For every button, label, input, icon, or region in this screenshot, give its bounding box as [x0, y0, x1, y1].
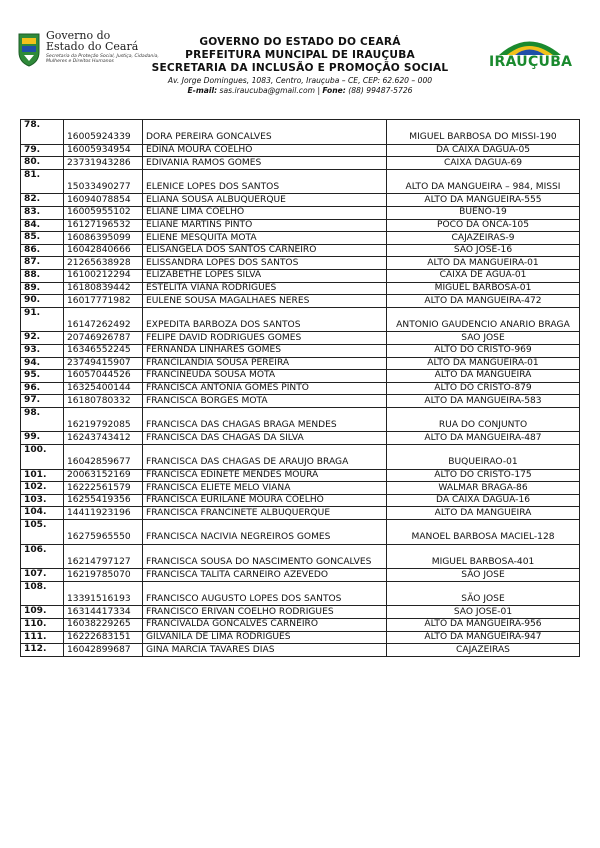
address-cell: MANOEL BARBOSA MACIEL-128 [387, 520, 580, 545]
email-value: sas.iraucuba@gmail.com [219, 86, 316, 95]
table-row [21, 357, 580, 370]
table-row [21, 194, 580, 207]
person-name: FRANCISCA SOUSA DO NASCIMENTO GONCALVES [143, 544, 387, 569]
person-name: FRANCISCA ANTONIA GOMES PINTO [143, 382, 387, 395]
row-number: 90. [21, 295, 64, 308]
table-row [21, 569, 580, 582]
person-name: EULENE SOUSA MAGALHAES NERES [143, 295, 387, 308]
address-cell: MIGUEL BARBOSA-01 [387, 282, 580, 295]
address-cell: ALTO DA MANGUEIRA-956 [387, 619, 580, 632]
nis-code: 16127196532 [64, 219, 143, 232]
state-crest-icon [16, 30, 42, 68]
header-text [140, 36, 460, 96]
header-line3: SECRETARIA DA INCLUSÃO E PROMOÇÃO SOCIAL [151, 62, 449, 74]
person-name: FRANCIVALDA GONCALVES CARNEIRO [143, 619, 387, 632]
address-cell: DA CAIXA DAGUA-05 [387, 144, 580, 157]
person-name: ELISANGELA DOS SANTOS CARNEIRO [143, 244, 387, 257]
table-row [21, 219, 580, 232]
nis-code: 16180780332 [64, 395, 143, 408]
person-name: FRANCISCA BORGES MOTA [143, 395, 387, 408]
row-number: 111. [21, 631, 64, 644]
address-cell: SAO JOSE [387, 332, 580, 345]
nis-code: 16180839442 [64, 282, 143, 295]
row-number: 110. [21, 619, 64, 632]
person-name: FRANCISCA DAS CHAGAS BRAGA MENDES [143, 407, 387, 432]
nis-code: 16005924339 [64, 120, 143, 145]
nis-code: 20063152169 [64, 469, 143, 482]
table-row [21, 619, 580, 632]
person-name: FRANCISCA TALITA CARNEIRO AZEVEDO [143, 569, 387, 582]
nis-code: 16325400144 [64, 382, 143, 395]
person-name: FRANCISCA NACIVIA NEGREIROS GOMES [143, 520, 387, 545]
address-cell: ALTO DA MANGUEIRA-583 [387, 395, 580, 408]
state-logo-title [46, 30, 138, 52]
nis-code: 21265638928 [64, 257, 143, 270]
header-line2: PREFEITURA MUNCIPAL DE IRAUÇUBA [185, 49, 415, 61]
address-cell: MIGUEL BARBOSA DO MISSI-190 [387, 120, 580, 145]
table-row [21, 544, 580, 569]
row-number: 85. [21, 232, 64, 245]
table-row [21, 631, 580, 644]
person-name: FELIPE DAVID RODRIGUES GOMES [143, 332, 387, 345]
row-number: 87. [21, 257, 64, 270]
person-name: FRANCISCA FRANCINETE ALBUQUERQUE [143, 507, 387, 520]
nis-code: 16086395099 [64, 232, 143, 245]
row-number: 82. [21, 194, 64, 207]
table-row [21, 407, 580, 432]
nis-code: 16275965550 [64, 520, 143, 545]
person-name: DORA PEREIRA GONCALVES [143, 120, 387, 145]
person-name: GILVANILA DE LIMA RODRIGUES [143, 631, 387, 644]
person-name: EDINA MOURA COELHO [143, 144, 387, 157]
table-row [21, 395, 580, 408]
table-row [21, 169, 580, 194]
table-row [21, 520, 580, 545]
table-row [21, 432, 580, 445]
address-cell: ALTO DA MANGUEIRA-01 [387, 257, 580, 270]
address-cell: DA CAIXA DAGUA-16 [387, 494, 580, 507]
row-number: 108. [21, 581, 64, 606]
person-name: FRANCISCA EDINETE MENDES MOURA [143, 469, 387, 482]
row-number: 92. [21, 332, 64, 345]
nis-code: 16017771982 [64, 295, 143, 308]
row-number: 109. [21, 606, 64, 619]
address-cell: ALTO DA MANGUEIRA [387, 507, 580, 520]
address-cell: CAJAZEIRAS [387, 644, 580, 657]
person-name: ELIENE MESQUITA MOTA [143, 232, 387, 245]
address-cell: CAJAZEIRAS-9 [387, 232, 580, 245]
person-name: FRANCISCA EURILANE MOURA COELHO [143, 494, 387, 507]
address-cell: SÃO JOSE [387, 581, 580, 606]
table-row [21, 295, 580, 308]
table-row [21, 206, 580, 219]
person-name: EDIVANIA RAMOS GOMES [143, 157, 387, 170]
row-number: 88. [21, 269, 64, 282]
address-cell: ALTO DO CRISTO-879 [387, 382, 580, 395]
person-name: FRANCISCA DAS CHAGAS DA SILVA [143, 432, 387, 445]
beneficiary-table [20, 119, 580, 657]
row-number: 100. [21, 445, 64, 470]
phone-label: Fone: [322, 86, 346, 95]
person-name: EXPEDITA BARBOZA DOS SANTOS [143, 307, 387, 332]
address-cell: ANTONIO GAUDENCIO ANARIO BRAGA [387, 307, 580, 332]
address-cell: ALTO DA MANGUEIRA-947 [387, 631, 580, 644]
table-row [21, 445, 580, 470]
row-number: 104. [21, 507, 64, 520]
row-number: 80. [21, 157, 64, 170]
nis-code: 16042899687 [64, 644, 143, 657]
email-label: E-mail: [187, 86, 218, 95]
person-name: FRANCISCA ELIETE MELO VIANA [143, 482, 387, 495]
address-cell: ALTO DA MANGUEIRA-487 [387, 432, 580, 445]
row-number: 83. [21, 206, 64, 219]
person-name: FRANCINEUDA SOUSA MOTA [143, 370, 387, 383]
address-cell: CAIXA DAGUA-69 [387, 157, 580, 170]
person-name: FERNANDA LINHARES GOMES [143, 344, 387, 357]
nis-code: 16214797127 [64, 544, 143, 569]
city-emblem-icon [485, 34, 575, 56]
person-name: ELIANA SOUSA ALBUQUERQUE [143, 194, 387, 207]
table-row [21, 382, 580, 395]
table-row [21, 482, 580, 495]
row-number: 91. [21, 307, 64, 332]
row-number: 99. [21, 432, 64, 445]
person-name: ELIANE MARTINS PINTO [143, 219, 387, 232]
nis-code: 16243743412 [64, 432, 143, 445]
row-number: 103. [21, 494, 64, 507]
table-row [21, 344, 580, 357]
address-cell: ALTO DA MANGUEIRA – 984, MISSI [387, 169, 580, 194]
phone-value: (88) 99487-5726 [348, 86, 413, 95]
table-row [21, 120, 580, 145]
row-number: 107. [21, 569, 64, 582]
nis-code: 16005955102 [64, 206, 143, 219]
row-number: 78. [21, 120, 64, 145]
person-name: FRANCILANDIA SOUSA PEREIRA [143, 357, 387, 370]
row-number: 94. [21, 357, 64, 370]
row-number: 84. [21, 219, 64, 232]
state-logo-line1: Governo do [46, 29, 111, 42]
address-cell: WALMAR BRAGA-86 [387, 482, 580, 495]
table-row [21, 370, 580, 383]
nis-code: 14411923196 [64, 507, 143, 520]
nis-code: 16219792085 [64, 407, 143, 432]
nis-code: 15033490277 [64, 169, 143, 194]
header-address: Av. Jorge Domingues, 1083, Centro, Irauçuba – CE, CEP: 62.620 – 000 [167, 76, 433, 85]
table-row [21, 469, 580, 482]
row-number: 79. [21, 144, 64, 157]
row-number: 95. [21, 370, 64, 383]
address-cell: RUA DO CONJUNTO [387, 407, 580, 432]
row-number: 93. [21, 344, 64, 357]
row-number: 97. [21, 395, 64, 408]
address-cell: MIGUEL BARBOSA-401 [387, 544, 580, 569]
address-cell: BUENO-19 [387, 206, 580, 219]
table-row [21, 494, 580, 507]
nis-code: 16057044526 [64, 370, 143, 383]
address-cell: POCO DA ONCA-105 [387, 219, 580, 232]
nis-code: 16219785070 [64, 569, 143, 582]
address-cell: SÃO JOSE [387, 569, 580, 582]
table-row [21, 269, 580, 282]
row-number: 102. [21, 482, 64, 495]
row-number: 81. [21, 169, 64, 194]
nis-code: 16005934954 [64, 144, 143, 157]
person-name: ELENICE LOPES DOS SANTOS [143, 169, 387, 194]
table-row [21, 282, 580, 295]
nis-code: 20746926787 [64, 332, 143, 345]
letterhead [0, 0, 600, 112]
table-row [21, 257, 580, 270]
table-row [21, 157, 580, 170]
person-name: ELIANE LIMA COELHO [143, 206, 387, 219]
header-line1: GOVERNO DO ESTADO DO CEARÁ [199, 36, 401, 48]
nis-code: 16094078854 [64, 194, 143, 207]
nis-code: 16042840666 [64, 244, 143, 257]
nis-code: 16222683151 [64, 631, 143, 644]
state-logo-line2: Estado do Ceará [46, 40, 139, 53]
row-number: 98. [21, 407, 64, 432]
table-row [21, 581, 580, 606]
address-cell: ALTO DA MANGUEIRA-555 [387, 194, 580, 207]
nis-code: 16255419356 [64, 494, 143, 507]
person-name: ESTELITA VIANA RODRIGUES [143, 282, 387, 295]
header-contact: E-mail: sas.iraucuba@gmail.com | Fone: (88) 99487-5726 [187, 86, 413, 95]
address-cell: BUQUEIRAO-01 [387, 445, 580, 470]
nis-code: 13391516193 [64, 581, 143, 606]
address-cell: ALTO DO CRISTO-175 [387, 469, 580, 482]
address-cell: ALTO DA MANGUEIRA-01 [387, 357, 580, 370]
nis-code: 23731943286 [64, 157, 143, 170]
table-row [21, 507, 580, 520]
table-row [21, 332, 580, 345]
table-row [21, 244, 580, 257]
person-name: ELIZABETHE LOPES SILVA [143, 269, 387, 282]
nis-code: 16042859677 [64, 445, 143, 470]
row-number: 106. [21, 544, 64, 569]
person-name: FRANCISCO ERIVAN COELHO RODRIGUES [143, 606, 387, 619]
row-number: 101. [21, 469, 64, 482]
address-cell: ALTO DO CRISTO-969 [387, 344, 580, 357]
table-row [21, 606, 580, 619]
row-number: 86. [21, 244, 64, 257]
table-row [21, 644, 580, 657]
address-cell: CAIXA DE AGUA-01 [387, 269, 580, 282]
table-body [21, 120, 580, 657]
address-cell: SAO JOSE-01 [387, 606, 580, 619]
nis-code: 16038229265 [64, 619, 143, 632]
nis-code: 23749415907 [64, 357, 143, 370]
person-name: GINA MARCIA TAVARES DIAS [143, 644, 387, 657]
nis-code: 16222561579 [64, 482, 143, 495]
row-number: 89. [21, 282, 64, 295]
person-name: ELISSANDRA LOPES DOS SANTOS [143, 257, 387, 270]
person-name: FRANCISCA DAS CHAGAS DE ARAUJO BRAGA [143, 445, 387, 470]
row-number: 112. [21, 644, 64, 657]
city-logo [485, 34, 575, 70]
address-cell: SAO JOSE-16 [387, 244, 580, 257]
row-number: 105. [21, 520, 64, 545]
table-row [21, 232, 580, 245]
nis-code: 16100212294 [64, 269, 143, 282]
address-cell: ALTO DA MANGUEIRA-472 [387, 295, 580, 308]
table-row [21, 307, 580, 332]
state-logo-subtitle: Secretaria da Proteção Social, Justiça, Cidadania, Mulheres e Direitos Humanos [46, 54, 159, 65]
nis-code: 16147262492 [64, 307, 143, 332]
table-row [21, 144, 580, 157]
address-cell: ALTO DA MANGUEIRA [387, 370, 580, 383]
row-number: 96. [21, 382, 64, 395]
city-logo-text: IRAUÇUBA [489, 54, 573, 70]
nis-code: 16314417334 [64, 606, 143, 619]
person-name: FRANCISCO AUGUSTO LOPES DOS SANTOS [143, 581, 387, 606]
nis-code: 16346552245 [64, 344, 143, 357]
